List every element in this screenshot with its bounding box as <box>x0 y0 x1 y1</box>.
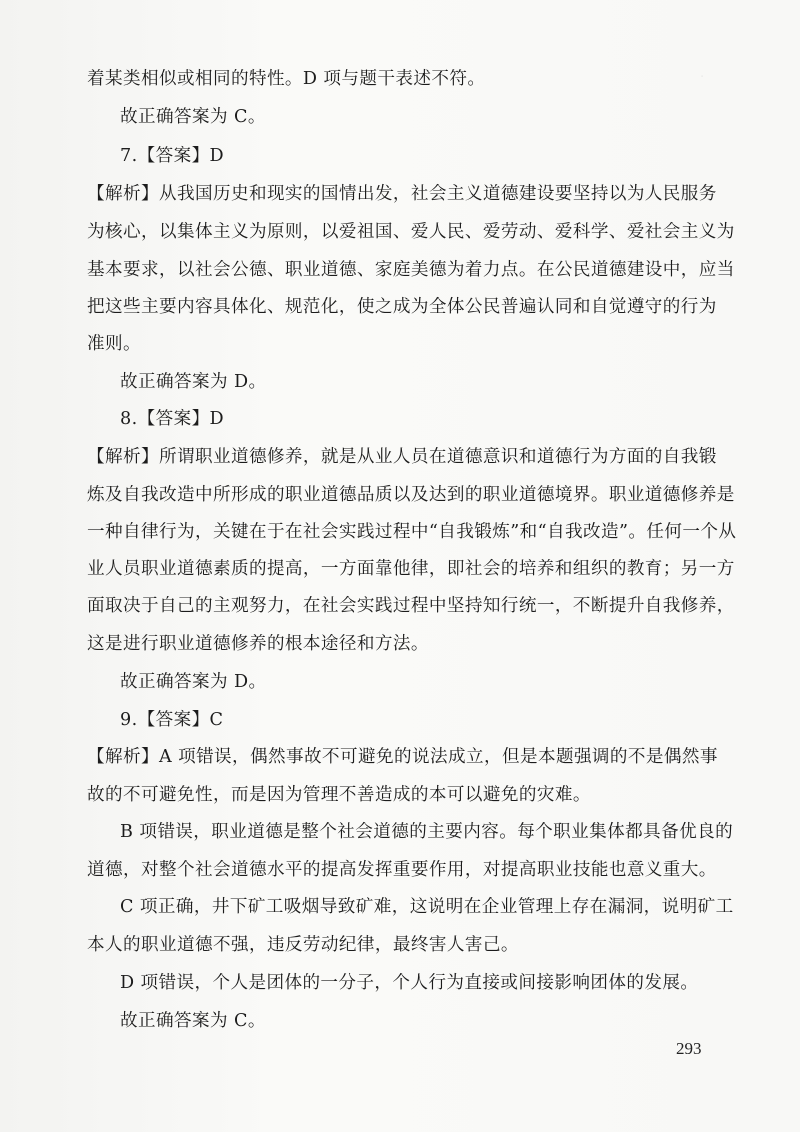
option-b-line: B 项错误，职业道德是整个社会道德的主要内容。每个职业集体都具备优良的 <box>120 822 734 842</box>
answer-heading-9: 9.【答案】C <box>120 710 224 730</box>
conclusion-line: 故正确答案为 D。 <box>120 672 267 692</box>
text-line: 为核心，以集体主义为原则，以爱祖国、爱人民、爱劳动、爱科学、爱社会主义为 <box>87 222 735 242</box>
text-line: 业人员职业道德素质的提高，一方面靠他律，即社会的培养和组织的教育；另一方 <box>87 559 735 579</box>
text-line: 着某类相似或相同的特性。D 项与题干表述不符。 <box>87 69 486 89</box>
text-line: 准则。 <box>87 334 141 354</box>
page-number: 293 <box>676 1039 702 1058</box>
option-d-line: D 项错误，个人是团体的一分子，个人行为直接或间接影响团体的发展。 <box>120 973 699 993</box>
bleed-through-text: · <box>700 70 705 85</box>
analysis-line: 【解析】所谓职业道德修养，就是从业人员在道德意识和道德行为方面的自我锻 <box>87 447 717 467</box>
analysis-line: 【解析】A 项错误，偶然事故不可避免的说法成立，但是本题强调的不是偶然事 <box>87 747 718 767</box>
analysis-line: 【解析】从我国历史和现实的国情出发，社会主义道德建设要坚持以为人民服务 <box>87 184 717 204</box>
option-c-line: C 项正确，井下矿工吸烟导致矿难，这说明在企业管理上存在漏洞，说明矿工 <box>120 897 734 917</box>
text-line: 道德，对整个社会道德水平的提高发挥重要作用，对提高职业技能也意义重大。 <box>87 860 717 880</box>
text-line: 本人的职业道德不强，违反劳动纪律，最终害人害己。 <box>87 935 519 955</box>
text-line: 一种自律行为，关键在于在社会实践过程中“自我锻炼”和“自我改造”。任何一个从 <box>87 522 737 542</box>
text-line: 这是进行职业道德修养的根本途径和方法。 <box>87 634 429 654</box>
conclusion-line: 故正确答案为 C。 <box>120 1011 266 1031</box>
conclusion-line: 故正确答案为 C。 <box>120 107 266 127</box>
text-line: 把这些主要内容具体化、规范化，使之成为全体公民普遍认同和自觉遵守的行为 <box>87 297 717 317</box>
text-line: 基本要求，以社会公德、职业道德、家庭美德为着力点。在公民道德建设中，应当 <box>87 260 735 280</box>
answer-heading-7: 7.【答案】D <box>120 146 225 166</box>
text-line: 故的不可避免性，而是因为管理不善造成的本可以避免的灾难。 <box>87 785 591 805</box>
conclusion-line: 故正确答案为 D。 <box>120 372 267 392</box>
text-line: 炼及自我改造中所形成的职业道德品质以及达到的职业道德境界。职业道德修养是 <box>87 485 735 505</box>
text-line: 面取决于自己的主观努力，在社会实践过程中坚持知行统一，不断提升自我修养， <box>87 596 735 616</box>
answer-heading-8: 8.【答案】D <box>120 409 225 429</box>
